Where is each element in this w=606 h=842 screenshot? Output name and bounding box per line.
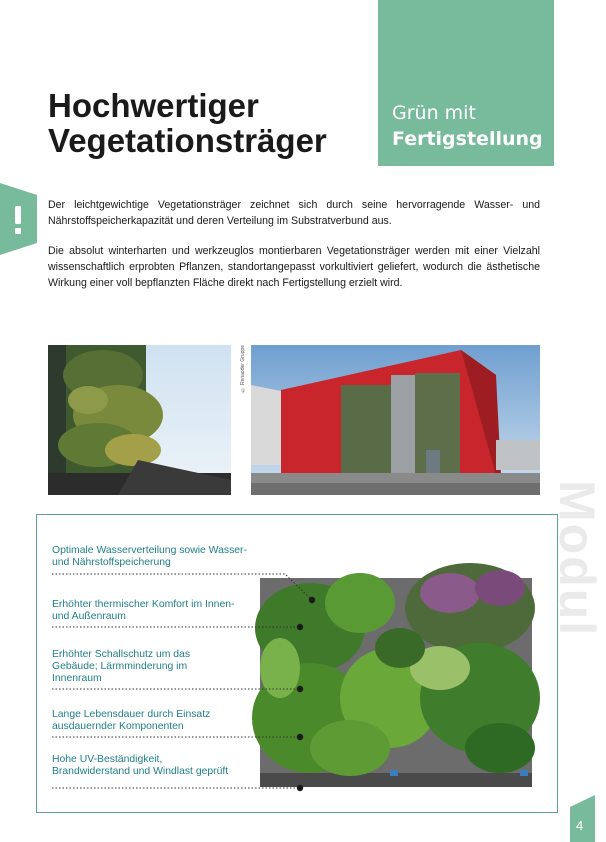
category-tag	[378, 0, 554, 166]
intro-paragraph-2: Die absolut winterharten und werkzeuglos montierbaren Vegetationsträger werden mit einer Vielzahl wissenschaftlich erprobten Pflanzen, standortangepasst vorkultiviert geliefert, wodurch die ästhetische Wirkung einer voll bepflanzten Fläche direkt nach Fertigstellung erzielt wird.	[48, 245, 540, 289]
feature-item-2: Erhöhter thermischer Komfort im Innen- und Außenraum	[52, 599, 235, 622]
intro-text	[48, 197, 540, 305]
intro-paragraph-1: Der leichtgewichtige Vegetationsträger zeichnet sich durch seine hervorragende Wasser- und Nährstoffspeicherkapazität und deren Verteilung im Substratverbund aus.	[48, 199, 540, 227]
side-watermark-text: Modul	[549, 480, 605, 638]
feature-item-3: Erhöhter Schallschutz um das Gebäude; Lärmminderung im Innenraum	[52, 649, 191, 684]
feature-item-1: Optimale Wasserverteilung sowie Wasser- und Nährstoffspeicherung	[52, 545, 247, 568]
tag-line-1: Grün mit	[392, 102, 476, 124]
title-line-1: Hochwertiger	[48, 87, 259, 124]
green-wall-closeup-photo	[48, 345, 231, 495]
page-number: 4	[576, 818, 584, 833]
tag-line-2: Fertigstellung	[392, 128, 543, 150]
title-line-2: Vegetationsträger	[48, 122, 327, 159]
building-facade-photo	[251, 345, 540, 495]
vegetation-module-illustration	[250, 548, 542, 794]
page-title	[48, 88, 327, 158]
feature-item-4: Lange Lebensdauer durch Einsatz ausdauernder Komponenten	[52, 709, 211, 732]
exclamation-icon	[0, 183, 37, 255]
feature-item-5: Hohe UV-Beständigkeit, Brandwiderstand und Windlast geprüft	[52, 754, 229, 777]
photo-credit: © Renaoder Gruppe	[240, 345, 246, 393]
